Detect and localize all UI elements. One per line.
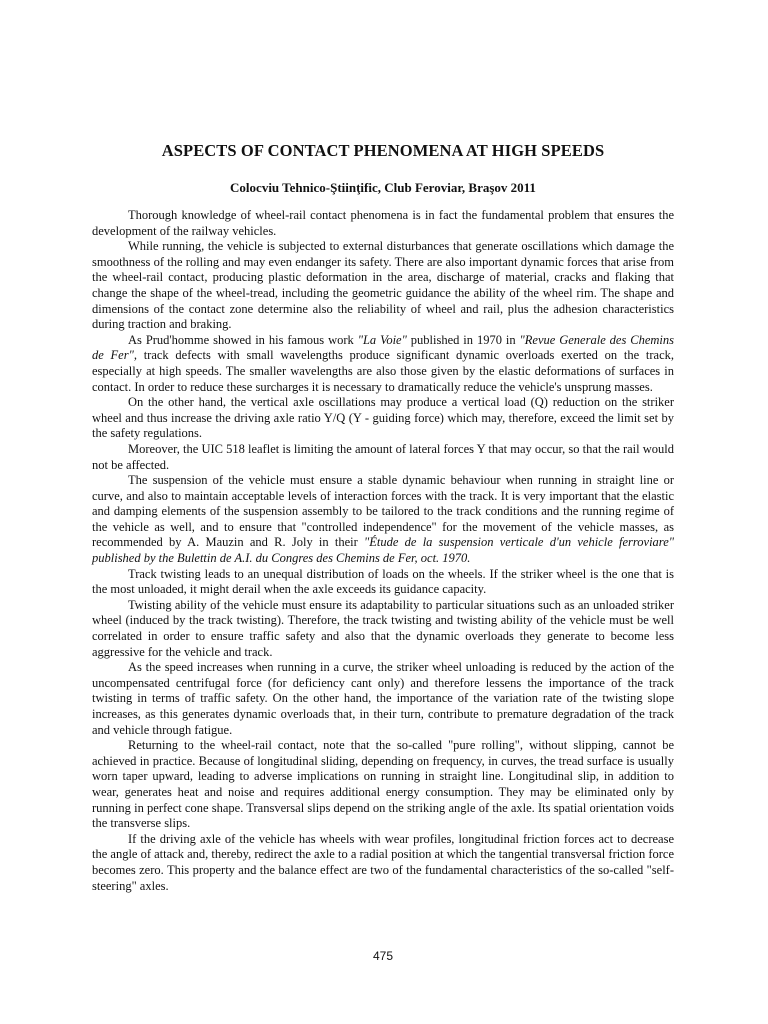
page-number: 475 xyxy=(372,949,394,963)
paragraph-9: As the speed increases when running in a curve, the striker wheel unloading is reduced by the action of the uncompensated centrifugal force (for deficiency cant only) and therefore lessens the importance of the track twisting in terms of traffic safety. On the other hand, the importance of the variation rate of the twisting slope increases, as this generates dynamic overloads that, in their turn, contribute to premature degradation of the track and vehicle through fatigue. xyxy=(92,660,674,737)
body-text xyxy=(92,208,674,894)
paragraph-7: Track twisting leads to an unequal distribution of loads on the wheels. If the striker wheel is the one that is the most unloaded, it might derail when the axle exceeds its guidance capacity. xyxy=(92,566,674,597)
paper-title: ASPECTS OF CONTACT PHENOMENA AT HIGH SPEEDS xyxy=(161,141,605,160)
paragraph-11: If the driving axle of the vehicle has wheels with wear profiles, longitudinal friction forces act to decrease the angle of attack and, thereby, redirect the axle to a radial position at which the tangential transversal friction force becomes zero. This property and the balance effect are two of the fundamental characteristics of the so-called "self-steering" axles. xyxy=(92,831,674,893)
citation-revue-generale: "Revue Generale des Chemins de Fer", xyxy=(92,332,674,363)
paragraph-6: The suspension of the vehicle must ensure a stable dynamic behaviour when running in straight line or curve, and also to maintain acceptable levels of interaction forces with the track. It is very important that the elastic and damping elements of the suspension assembly to be tailored to the track conditions and the running regime of the vehicle as well, and to ensure that "controlled independence" for the movement of the vehicle masses, as recommended by A. Mauzin and R. Joly in their "Étude de la suspension verticale d'un vehicle ferroviare" published by the Bulettin de A.I. du Congres des Chemins de Fer, oct. 1970. xyxy=(92,473,674,566)
paragraph-3: As Prud'homme showed in his famous work "La Voie" published in 1970 in "Revue Generale des Chemins de Fer", track defects with small wavelengths produce significant dynamic overloads exerted on the track, especially at high speeds. The smaller wavelengths are also those given by the elastic deformations of surfaces in contact. In order to reduce these surcharges it is necessary to dramatically reduce the vehicle's unsprung masses. xyxy=(92,332,674,394)
paragraph-5: Moreover, the UIC 518 leaflet is limiting the amount of lateral forces Y that may occur, so that the rail would not be affected. xyxy=(92,441,674,472)
paragraph-8: Twisting ability of the vehicle must ensure its adaptability to particular situations such as an unloaded striker wheel (induced by the track twisting). Therefore, the track twisting and twisting ability of the vehicle must be well correlated in order to ensure traffic safety and also that the dynamic overloads they generate to become less aggressive for the vehicle and track. xyxy=(92,597,674,659)
paper-subtitle: Colocviu Tehnico-Ştiinţific, Club Feroviar, Braşov 2011 xyxy=(230,180,536,195)
paragraph-4: On the other hand, the vertical axle oscillations may produce a vertical load (Q) reduction on the striker wheel and thus increase the driving axle ratio Y/Q (Y - guiding force) which may, therefore, exceed the limit set by the safety regulations. xyxy=(92,395,674,441)
document-page xyxy=(92,0,674,1024)
citation-etude-suspension: "Étude de la suspension verticale d'un vehicle ferroviare" published by the Bulettin de A.I. du Congres des Chemins de Fer, oct. 1970. xyxy=(92,535,674,566)
paragraph-1: Thorough knowledge of wheel-rail contact phenomena is in fact the fundamental problem that ensures the development of the railway vehicles. xyxy=(92,208,674,238)
paragraph-10: Returning to the wheel-rail contact, note that the so-called "pure rolling", without slipping, cannot be achieved in practice. Because of longitudinal sliding, depending on frequency, in curves, the tread surface is usually worn taper upward, leading to adverse implications on running in straight line. Longitudinal slip, in addition to wear, generates heat and noise and requires additional energy consumption. They may be eliminated only by running in perfect cone shape. Transversal slips depend on the striking angle of the axle. Its spatial orientation voids the transverse slips. xyxy=(92,738,674,831)
paragraph-2: While running, the vehicle is subjected to external disturbances that generate oscillations which damage the smoothness of the rolling and may even endanger its safety. There are also important dynamic forces that arise from the wheel-rail contact, producing plastic deformation in the area, discharge of material, cracks and flaking that change the shape of the wheel-tread, including the geometric guidance the ability of the wheel rim. The shape and dimensions of the contact zone determine also the reliability of wheel and rail, plus the adhesion characteristics during traction and braking. xyxy=(92,239,674,332)
citation-la-voie: "La Voie" xyxy=(357,332,407,347)
